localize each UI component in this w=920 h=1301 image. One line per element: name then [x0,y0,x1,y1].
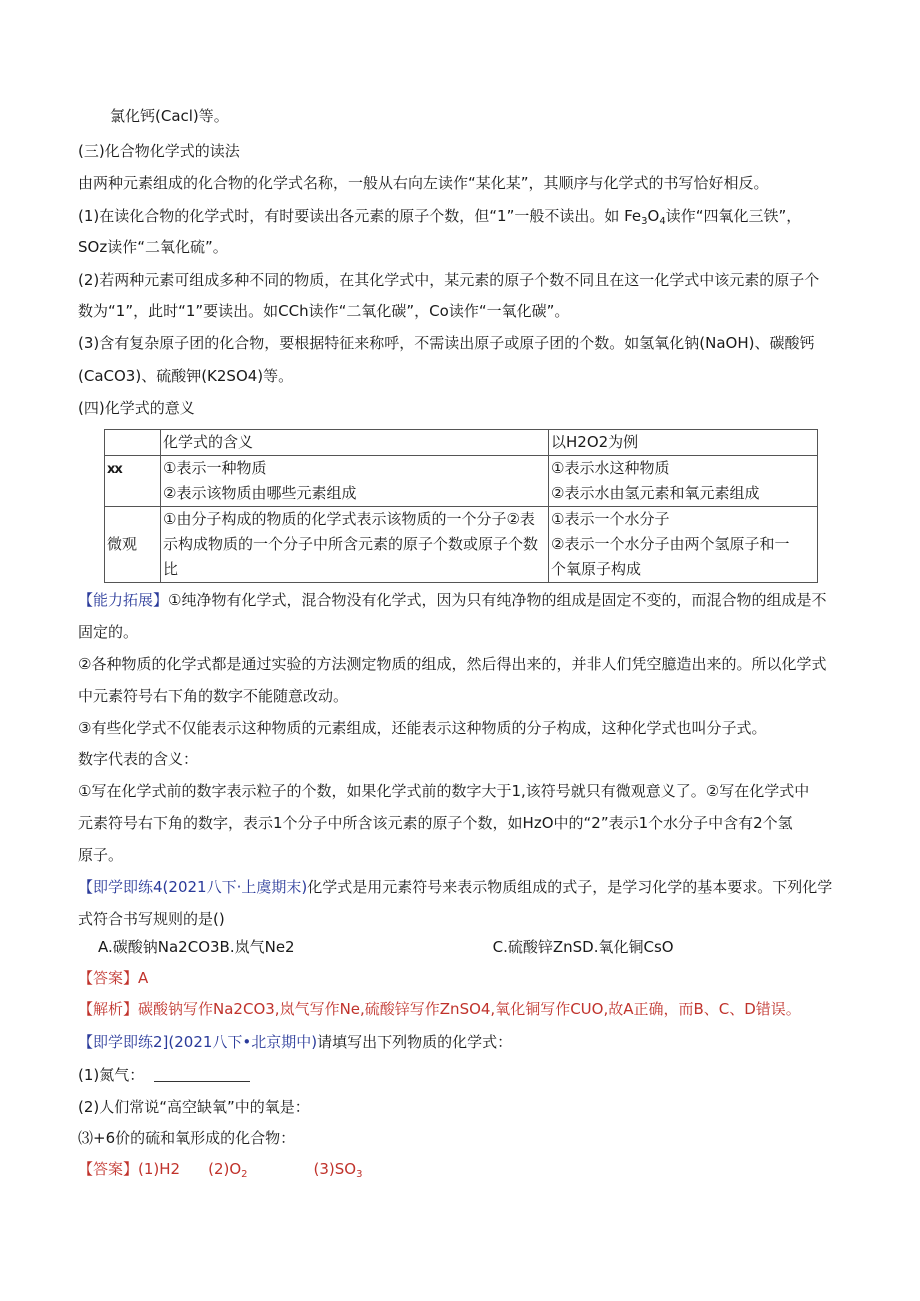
section-heading: (三)化合物化学式的读法 [78,142,240,160]
text-line: 【能力拓展】①纯净物有化学式，混合物没有化学式，因为只有纯净物的组成是固定不变的，而混合物的组成是不 [78,591,827,609]
answer-blank[interactable] [154,1067,250,1082]
tag-label: 【能力拓展】 [78,591,169,609]
text-line: 氯化钙(Cacl)等。 [110,107,229,125]
text-line: 由两种元素组成的化合物的化学式名称，一般从右向左读作“某化某”，其顺序与化学式的书写恰好相反。 [78,174,769,192]
text-line: 式符合书写规则的是() [78,910,225,928]
table-cell: xx [105,456,161,507]
meaning-table [104,429,818,583]
text-line: 中元素符号右下角的数字不能随意改动。 [78,687,349,705]
question-line: (2)人们常说“高空缺氧”中的氧是： [78,1098,310,1116]
question-line: ⑶+6价的硫和氧形成的化合物： [78,1129,296,1147]
text-line: (3)含有复杂原子团的化合物，要根据特征来称呼，不需读出原子或原子团的个数。如氢氧化钠(NaOH)、碳酸钙 [78,334,815,352]
tag-label: 【即学即练4(2021八下·上虞期末) [78,878,308,896]
text-line: 【即学即练4(2021八下·上虞期末)化学式是用元素符号来表示物质组成的式子，是学习化学的基本要求。下列化学 [78,878,833,896]
text-line: SOz读作“二氧化硫”。 [78,238,228,256]
answer-line: 【答案】A [78,969,149,987]
table-cell: ①表示一种物质 ②表示该物质由哪些元素组成 [161,456,549,507]
text-line: 固定的。 [78,623,139,641]
text-line: 原子。 [78,846,124,864]
analysis-line: 【解析】碳酸钠写作Na2CO3,岚气写作Ne,硫酸锌写作ZnSO4,氧化铜写作CUO,故A正确，而B、C、D错误。 [78,1000,801,1018]
text-line: 元素符号右下角的数字，表示1个分子中所含该元素的原子个数，如HzO中的“2”表示1个水分子中含有2个氢 [78,814,793,832]
choice-line: A.碳酸钠Na2CO3B.岚气Ne2 C.硫酸锌ZnSD.氧化铜CsO [98,938,674,956]
text-line: ③有些化学式不仅能表示这种物质的元素组成，还能表示这种物质的分子构成，这种化学式也叫分子式。 [78,719,767,737]
text-line: (2)若两种元素可组成多种不同的物质，在其化学式中，某元素的原子个数不同且在这一化学式中该元素的原子个 [78,271,820,289]
text-line: ①写在化学式前的数字表示粒子的个数，如果化学式前的数字大于1,该符号就只有微观意义了。②写在化学式中 [78,782,810,800]
text-line: ②各种物质的化学式都是通过实验的方法测定物质的组成，然后得出来的，并非人们凭空臆造出来的。所以化学式 [78,655,827,673]
text-line: (1)在读化合物的化学式时，有时要读出各元素的原子个数，但“1”一般不读出。如 $Fe_3O_4$读作“四氧化三铁”， [78,207,802,227]
table-header: 以H2O2为例 [549,430,818,456]
table-cell: ①由分子构成的物质的化学式表示该物质的一个分子②表 示构成物质的一个分子中所含元素的原子个数或原子个数 比 [161,507,549,583]
table-row [105,456,818,507]
table-cell: ①表示一个水分子 ②表示一个水分子由两个氢原子和一 个氧原子构成 [549,507,818,583]
text-line: 数字代表的含义： [78,750,199,768]
table-cell: ①表示水这种物质 ②表示水由氢元素和氧元素组成 [549,456,818,507]
text-line: 数为“1”，此时“1”要读出。如CCh读作“二氧化碳”，Co读作“一氧化碳”。 [78,302,570,320]
question-line: (1)氮气： [78,1065,250,1085]
section-heading: (四)化学式的意义 [78,399,195,417]
text-line: (CaCO3)、硫酸钾(K2SO4)等。 [78,367,294,385]
table-header: 化学式的含义 [161,430,549,456]
answer-line: 【答案】(1)H2 $(2)O_2$ $(3)SO_3$ [78,1160,363,1180]
tag-label: 【即学即练2](2021八下•北京期中) [78,1033,318,1051]
table-cell: 微观 [105,507,161,583]
table-row [105,507,818,583]
text-line: 【即学即练2](2021八下•北京期中)请填写出下列物质的化学式： [78,1033,513,1051]
table-row [105,430,818,456]
table-cell [105,430,161,456]
